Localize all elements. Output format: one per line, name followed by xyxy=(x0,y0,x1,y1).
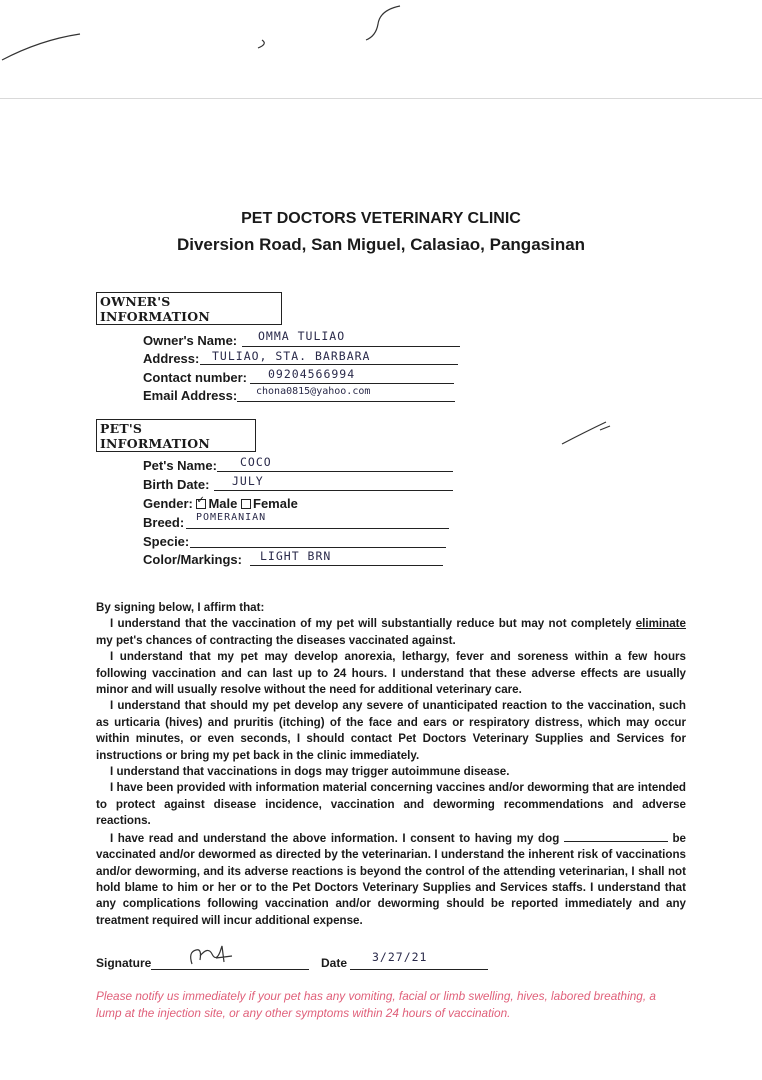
owner-email-line[interactable] xyxy=(237,401,455,402)
pet-breed-value: POMERANIAN xyxy=(196,512,267,523)
consent-p3: I understand that should my pet develop any severe of unanticipated reaction to the vaccination, such as urticaria (hives) and pruritis (itching) of the face and ears or respiratory distress, which may occur within minutes, or even seconds, I should contact Pet Doctors Veterinary Supplies and Services for instructions or bring my pet back in the clinic immediately. xyxy=(96,699,686,762)
gender-female-label: Female xyxy=(253,496,298,511)
notice-text: Please notify us immediately if your pet has any vomiting, facial or limb swelling, hives, labored breathing, a lump at the injection site, or any other symptoms within 24 hours of vaccination. xyxy=(96,989,656,1020)
pet-breed-label: Breed: xyxy=(143,515,185,530)
owner-contact-line[interactable] xyxy=(250,383,454,384)
consent-p6-text: I have read and understand the above information. I consent to having my dog xyxy=(110,831,560,845)
signature-label: Signature xyxy=(96,956,152,970)
pet-specie-label: Specie: xyxy=(143,534,190,549)
gender-male-checkbox[interactable] xyxy=(196,499,206,509)
date-value: 3/27/21 xyxy=(372,950,428,964)
owner-contact-label: Contact number: xyxy=(143,370,247,385)
consent-p6-text-end: be vaccinated and/or dewormed as directed by the veterinarian. I understand the inherent risk of vaccinations and/or deworming, and its adverse reactions is beyond the control of the attending veterinarian, I shall not hold blame to him or her or to the Pet Doctors Veterinary Supplies and Services staffs. I understand that any complications following vaccination and/or deworming should be reported immediately and any treatment required will incur additional expense. xyxy=(96,831,686,927)
pet-birth-line[interactable] xyxy=(214,490,453,491)
owner-contact-value: 09204566994 xyxy=(268,367,356,381)
pet-section-title: PET'S INFORMATION xyxy=(96,419,256,452)
gender-female-checkbox[interactable] xyxy=(241,499,251,509)
owner-address-label: Address: xyxy=(143,351,200,366)
consent-p1 xyxy=(96,616,686,649)
gender-male-label: Male xyxy=(208,496,238,511)
pet-breed-line[interactable] xyxy=(186,528,449,529)
owner-email-label: Email Address: xyxy=(143,388,238,403)
clinic-name: PET DOCTORS VETERINARY CLINIC xyxy=(241,210,521,227)
consent-p4: I understand that vaccinations in dogs may trigger autoimmune disease. xyxy=(110,765,510,779)
consent-p1-text-end: my pet's chances of contracting the diseases vaccinated against. xyxy=(96,633,456,647)
dog-name-blank[interactable] xyxy=(564,830,668,842)
pet-gender-label: Gender: xyxy=(143,496,193,511)
pet-name-label: Pet's Name: xyxy=(143,458,217,473)
date-line[interactable] xyxy=(350,969,488,970)
scan-marks xyxy=(0,0,762,100)
pet-specie-line[interactable] xyxy=(190,547,446,548)
signature-line[interactable] xyxy=(151,969,309,970)
pet-name-line[interactable] xyxy=(217,471,453,472)
pet-color-value: LIGHT BRN xyxy=(260,549,332,563)
owner-address-line[interactable] xyxy=(200,364,458,365)
pet-color-label: Color/Markings: xyxy=(143,552,242,567)
consent-p1-text: I understand that the vaccination of my pet will substantially reduce but may not completely xyxy=(110,617,632,631)
consent-p2: I understand that my pet may develop anorexia, lethargy, fever and soreness within a few hours following vaccination and can last up to 24 hours. I understand that these adverse effects are usually minor and will usually resolve without the need for additional veterinary care. xyxy=(96,650,686,697)
signature-mark xyxy=(186,942,236,968)
clinic-address: Diversion Road, San Miguel, Calasiao, Pangasinan xyxy=(176,235,586,254)
pet-birth-label: Birth Date: xyxy=(143,477,210,492)
consent-p1-underlined: eliminate xyxy=(635,617,686,631)
owner-email-value: chona0815@yahoo.com xyxy=(256,386,371,397)
consent-p6 xyxy=(96,830,686,929)
stray-mark xyxy=(560,418,620,448)
owner-name-label: Owner's Name: xyxy=(143,333,238,348)
top-divider xyxy=(0,98,762,99)
owner-name-line[interactable] xyxy=(242,346,460,347)
pet-birth-value: JULY xyxy=(232,474,264,488)
owner-name-value: OMMA TULIAO xyxy=(258,329,346,343)
owner-address-value: TULIAO, STA. BARBARA xyxy=(212,349,371,363)
consent-body xyxy=(96,600,686,929)
pet-color-line[interactable] xyxy=(250,565,443,566)
consent-intro: By signing below, I affirm that: xyxy=(96,601,265,614)
pet-gender-row xyxy=(143,496,298,511)
owner-section-title: OWNER'S INFORMATION xyxy=(96,292,282,325)
date-label: Date xyxy=(321,956,348,970)
pet-name-value: COCO xyxy=(240,455,272,469)
consent-p5: I have been provided with information material concerning vaccines and/or deworming that are intended to protect against disease incidence, vaccination and deworming recommendations and adverse reactions. xyxy=(96,781,686,828)
